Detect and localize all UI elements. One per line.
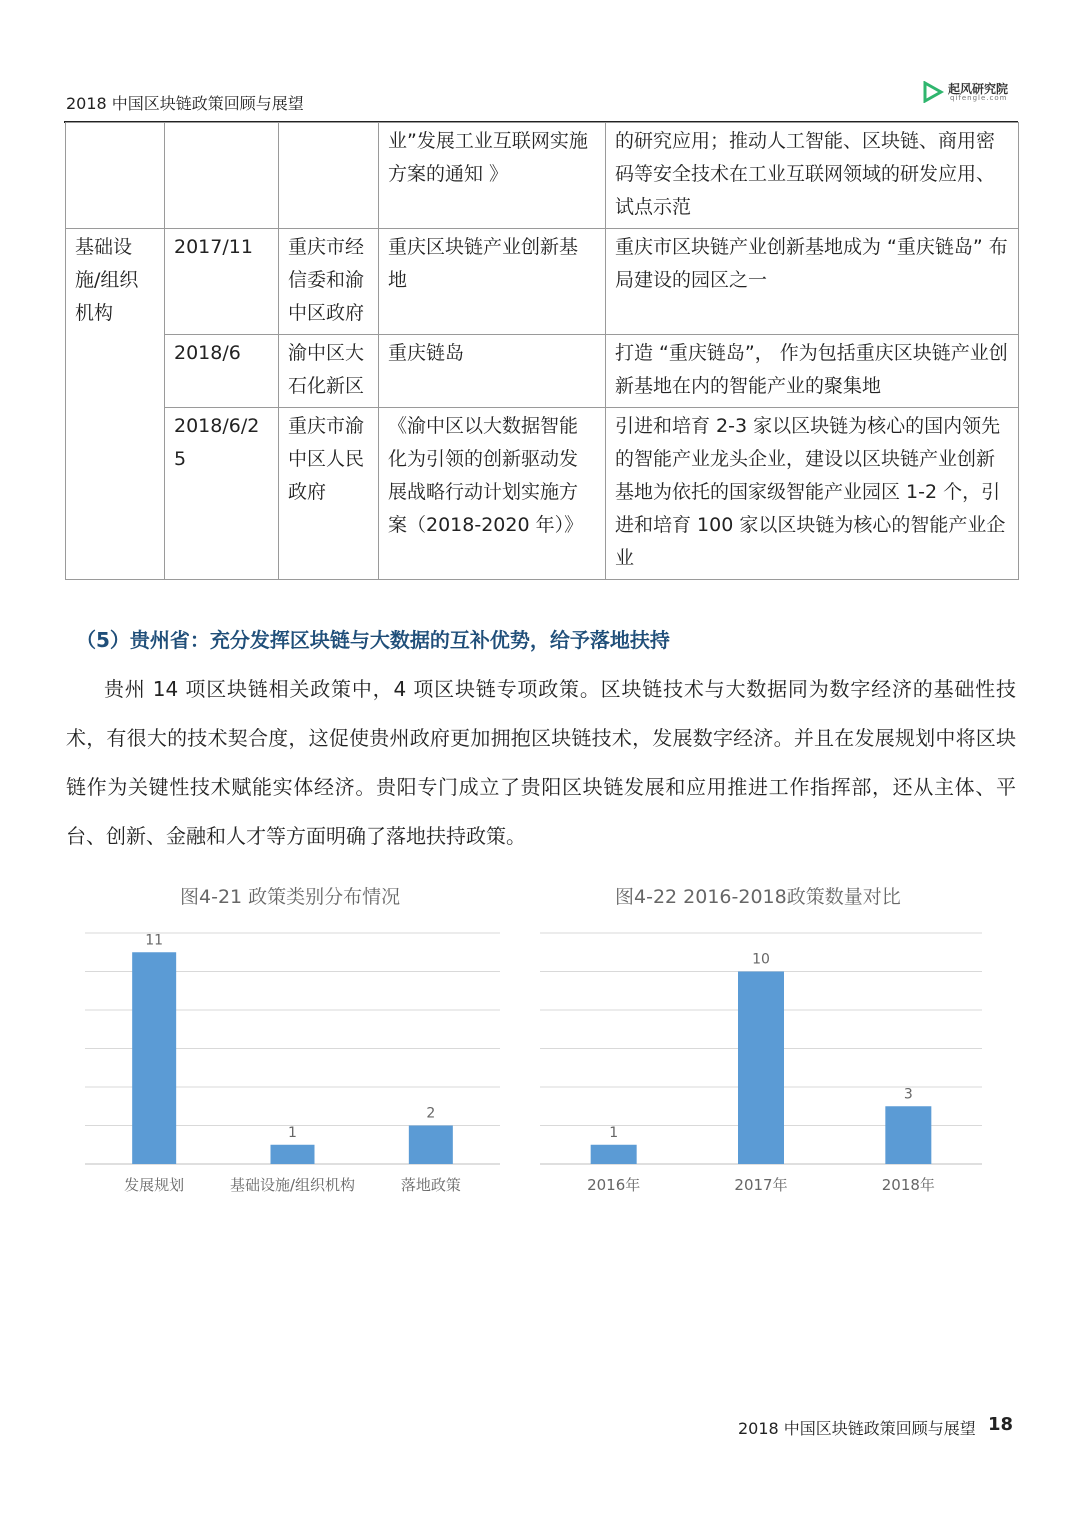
x-tick-label: 基础设施/组织机构 <box>229 1176 356 1194</box>
table-cell <box>66 123 165 229</box>
data-label: 10 <box>752 951 770 968</box>
table-cell-content: 引进和培育 2-3 家以区块链为核心的国内领先的智能产业龙头企业，建设以区块链产业创新基地为依托的国家级智能产业园区 1-2 个，引进和培育 100 家以区块链为核心的智能产业企业 <box>606 408 1019 580</box>
table-cell-policy: 《渝中区以大数据智能化为引领的创新驱动发展战略行动计划实施方案（2018-2020 年）》 <box>379 408 606 580</box>
bar <box>885 1106 931 1164</box>
data-label: 3 <box>903 1086 913 1103</box>
x-tick-label: 2016年 <box>587 1176 641 1194</box>
x-tick-label: 发展规划 <box>124 1176 185 1194</box>
bar-chart-policy-yearly <box>530 920 990 1210</box>
chart-title: 图4-22 2016-2018政策数量对比 <box>615 886 901 908</box>
table-row <box>66 123 1019 229</box>
data-label: 11 <box>145 932 164 949</box>
x-tick-label: 2018年 <box>881 1176 935 1194</box>
table-cell-issuer: 重庆市经信委和渝中区政府 <box>279 229 379 335</box>
table-cell-date: 2018/6 <box>165 335 279 408</box>
bar <box>409 1126 453 1165</box>
table-row <box>66 335 1019 408</box>
logo-en-text: qifengle.com <box>950 94 1008 102</box>
table-cell <box>165 123 279 229</box>
policy-table <box>65 122 1019 580</box>
logo <box>922 80 1012 104</box>
table-row <box>66 229 1019 335</box>
x-tick-label: 2017年 <box>734 1176 788 1194</box>
page-number: 18 <box>988 1414 1014 1435</box>
bar <box>738 972 784 1165</box>
table-cell-category: 基础设施/组织机构 <box>66 229 165 580</box>
bar <box>132 952 176 1164</box>
table-cell: 业”发展工业互联网实施方案的通知 》 <box>379 123 606 229</box>
logo-cn-text: 起风研究院 <box>948 82 1009 96</box>
section-heading: （5）贵州省：充分发挥区块链与大数据的互补优势，给予落地扶持 <box>76 628 670 652</box>
logo-icon <box>922 81 944 103</box>
table-cell-policy: 重庆区块链产业创新基地 <box>379 229 606 335</box>
footer-title: 2018 中国区块链政策回顾与展望 <box>738 1419 976 1438</box>
data-label: 2 <box>426 1105 436 1122</box>
table-cell-issuer: 重庆市渝中区人民政府 <box>279 408 379 580</box>
table-cell-date: 2017/11 <box>165 229 279 335</box>
bar <box>591 1145 637 1164</box>
table-cell: 的研究应用；推动人工智能、区块链、商用密码等安全技术在工业互联网领域的研发应用、试点示范 <box>606 123 1019 229</box>
table-row <box>66 408 1019 580</box>
table-cell-date: 2018/6/25 <box>165 408 279 580</box>
table-cell-content: 重庆市区块链产业创新基地成为 “重庆链岛” 布局建设的园区之一 <box>606 229 1019 335</box>
data-label: 1 <box>288 1124 297 1141</box>
header-title: 2018 中国区块链政策回顾与展望 <box>66 94 304 113</box>
table-cell <box>279 123 379 229</box>
bar <box>271 1145 315 1164</box>
x-tick-label: 落地政策 <box>400 1176 461 1194</box>
table-cell-issuer: 渝中区大石化新区 <box>279 335 379 408</box>
table-cell-content: 打造 “重庆链岛”， 作为包括重庆区块链产业创新基地在内的智能产业的聚集地 <box>606 335 1019 408</box>
chart-title: 图4-21 政策类别分布情况 <box>180 886 401 908</box>
table-cell-policy: 重庆链岛 <box>379 335 606 408</box>
bar-chart-policy-category <box>60 920 500 1210</box>
data-label: 1 <box>609 1124 619 1141</box>
section-paragraph: 贵州 14 项区块链相关政策中，4 项区块链专项政策。区块链技术与大数据同为数字经济的基础性技术，有很大的技术契合度，这促使贵州政府更加拥抱区块链技术，发展数字经济。并且在发展规划中将区块链作为关键性技术赋能实体经济。贵阳专门成立了贵阳区块链发展和应用推进工作指挥部，还从主体、平台、创新、金融和人才等方面明确了落地扶持政策。 <box>66 677 1016 848</box>
